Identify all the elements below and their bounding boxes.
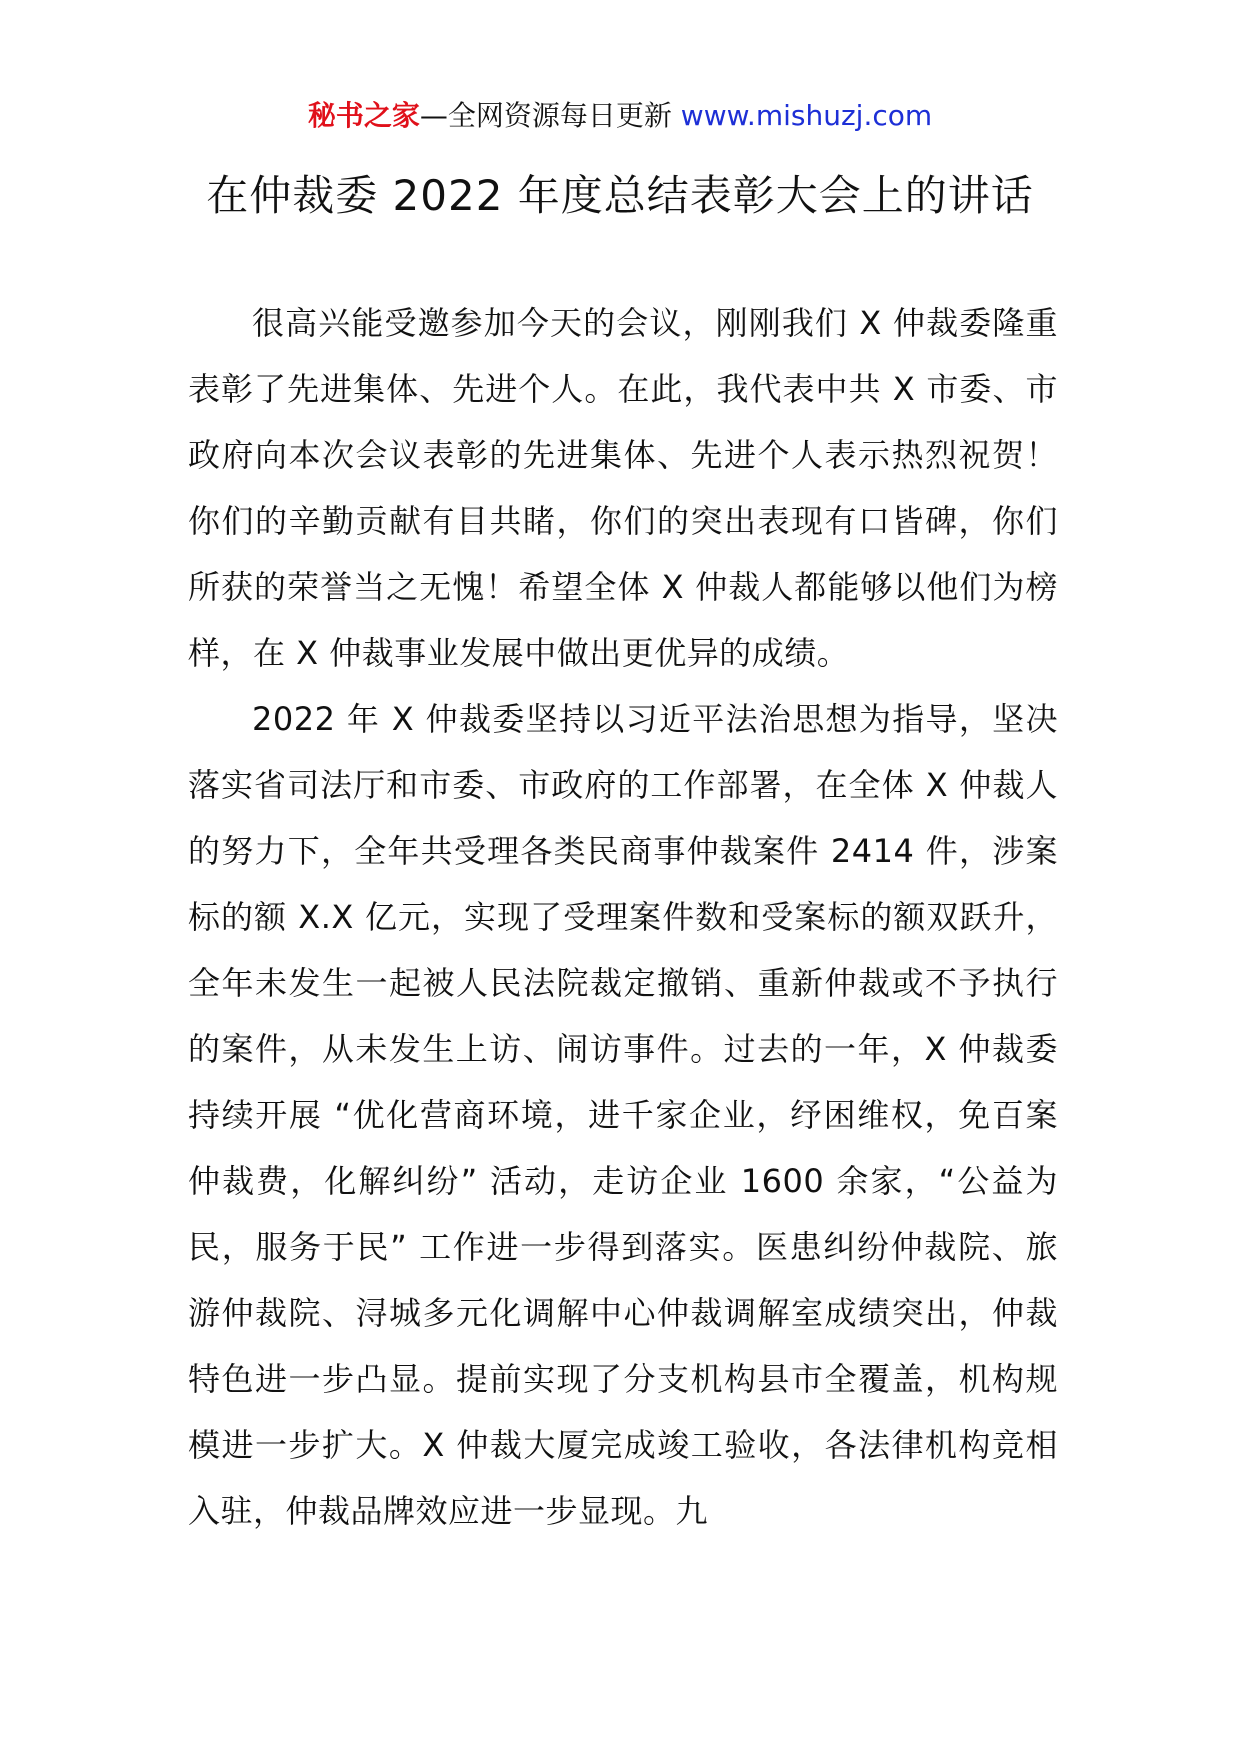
site-header xyxy=(0,96,1240,136)
site-url-link[interactable]: www.mishuzj.com xyxy=(680,99,933,132)
document-title: 在仲裁委 2022 年度总结表彰大会上的讲话 xyxy=(206,171,1034,220)
document-body xyxy=(188,290,1058,1544)
header-tagline: —全网资源每日更新 xyxy=(419,99,672,132)
brand-name: 秘书之家 xyxy=(307,99,420,132)
paragraph-1: 很高兴能受邀参加今天的会议，刚刚我们 X 仲裁委隆重表彰了先进集体、先进个人。在此，我代表中共 X 市委、市政府向本次会议表彰的先进集体、先进个人表示热烈祝贺！你们的辛勤贡献有目共睹，你们的突出表现有口皆碑，你们所获的荣誉当之无愧！希望全体 X 仲裁人都能够以他们为榜样，在 X 仲裁事业发展中做出更优异的成绩。 xyxy=(188,304,1058,672)
paragraph-2: 2022 年 X 仲裁委坚持以习近平法治思想为指导，坚决落实省司法厅和市委、市政府的工作部署，在全体 X 仲裁人的努力下，全年共受理各类民商事仲裁案件 2414 件，涉案标的额 X.X 亿元，实现了受理案件数和受案标的额双跃升，全年未发生一起被人民法院裁定撤销、重新仲裁或不予执行的案件，从未发生上访、闹访事件。过去的一年，X 仲裁委持续开展 “优化营商环境，进千家企业，纾困维权，免百案仲裁费，化解纠纷” 活动，走访企业 1600 余家，“公益为民，服务于民” 工作进一步得到落实。医患纠纷仲裁院、旅游仲裁院、浔城多元化调解中心仲裁调解室成绩突出，仲裁特色进一步凸显。提前实现了分支机构县市全覆盖，机构规模进一步扩大。X 仲裁大厦完成竣工验收，各法律机构竞相入驻，仲裁品牌效应进一步显现。九 xyxy=(188,700,1058,1530)
